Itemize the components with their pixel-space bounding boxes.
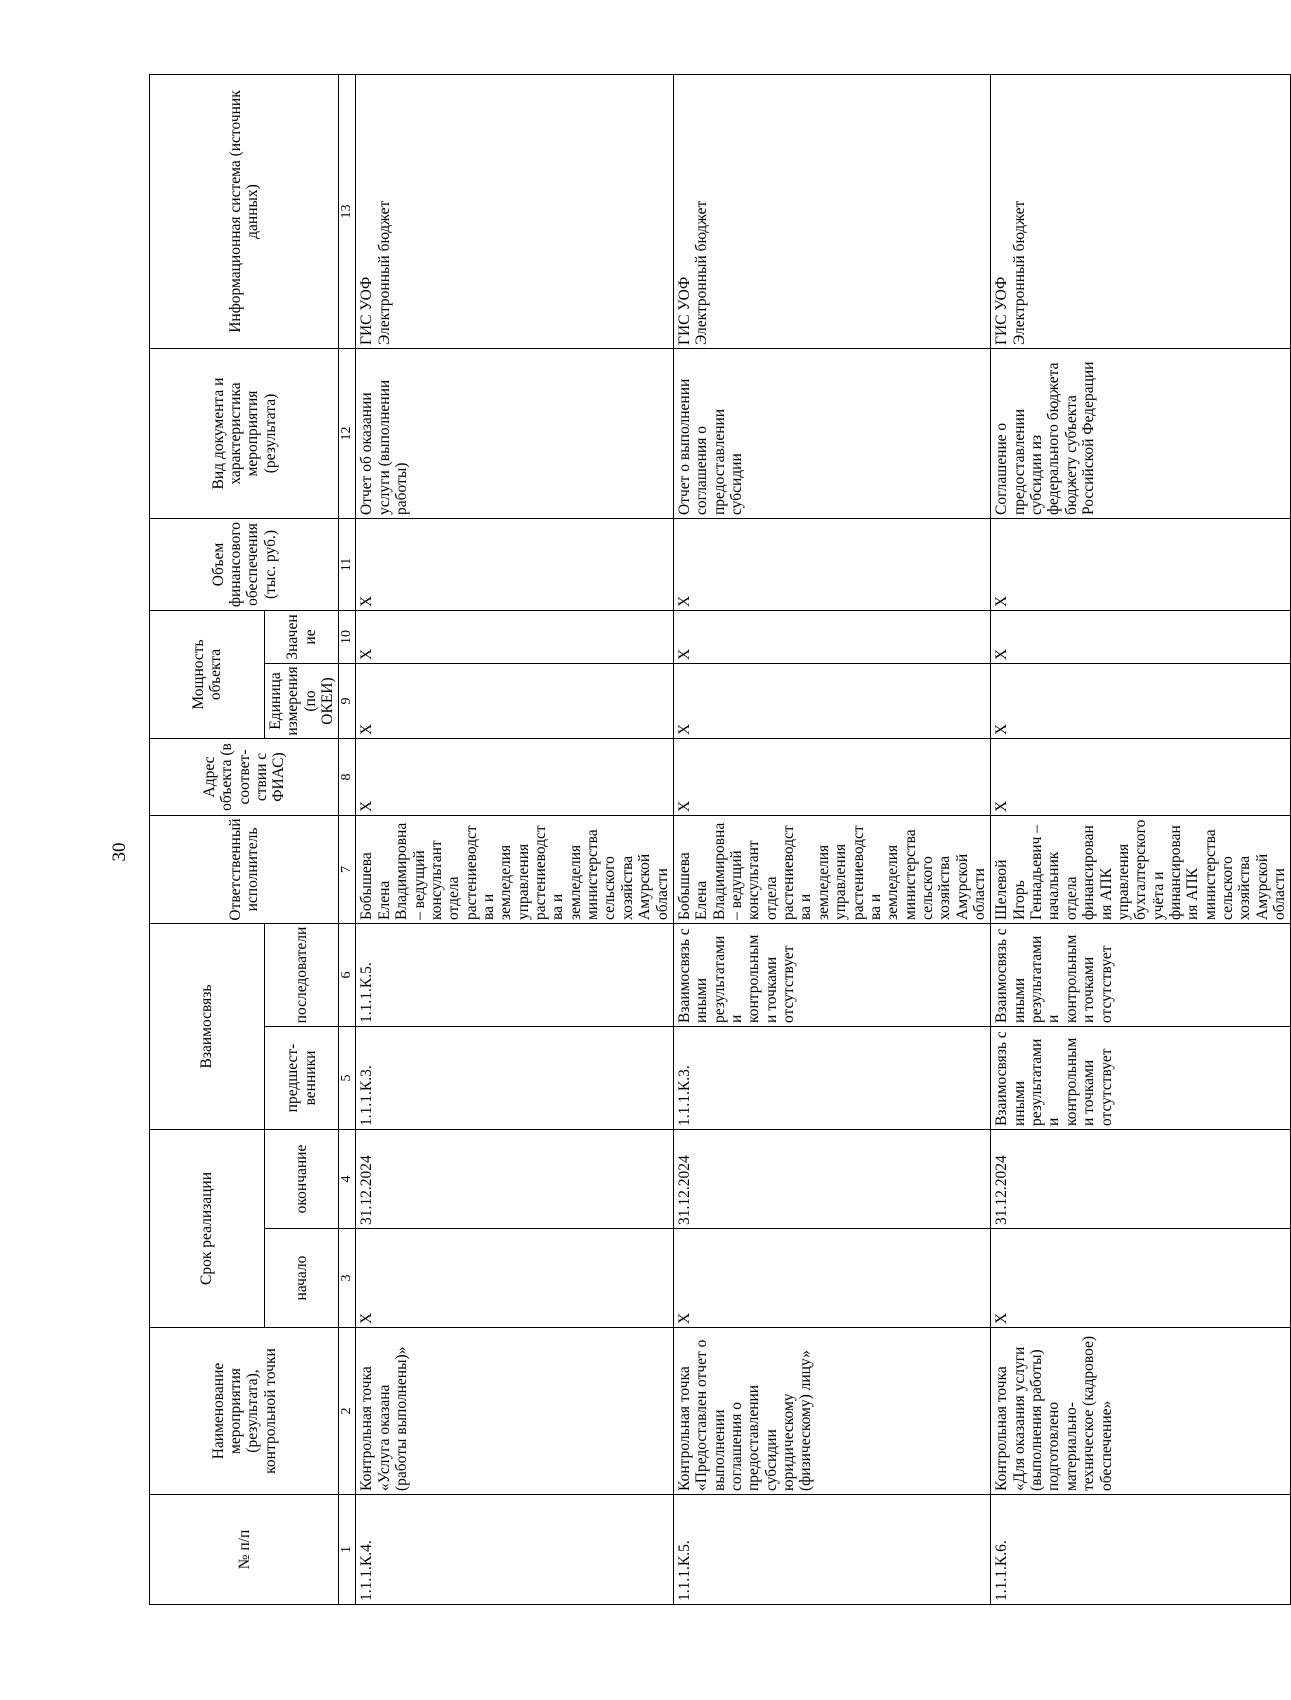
cell-predecessors: 1.1.1.К.3.	[673, 1027, 990, 1130]
header-name: Наименование мероприятия (результата), контрольной точки	[150, 1328, 339, 1495]
header-document: Вид документа и характеристика мероприятия (результата)	[150, 349, 339, 519]
cell-start: X	[673, 1229, 990, 1328]
column-number: 6	[339, 924, 356, 1027]
cell-responsible: Бобышева Елена Владимировна – ведущий консультант отдела растениеводства и земледелия управления растениеводства и земледелия министерства сельского хозяйства Амурской области	[356, 816, 673, 924]
header-power: Мощность объекта	[150, 611, 265, 739]
cell-info-system: ГИС УОФ Электронный бюджет	[673, 75, 990, 349]
cell-start: X	[356, 1229, 673, 1328]
table-row	[673, 75, 990, 1605]
page-number: 30	[109, 842, 130, 862]
column-number: 2	[339, 1328, 356, 1495]
cell-name: Контрольная точка «Для оказания услуги (выполнения работы) подготовлено материально-техническое (кадровое) обеспечение»	[991, 1328, 1291, 1495]
column-number: 8	[339, 739, 356, 816]
cell-address: X	[991, 739, 1291, 816]
header-term-start: начало	[265, 1229, 339, 1328]
rotated-table-container	[149, 75, 1289, 1605]
cell-predecessors: 1.1.1.К.3.	[356, 1027, 673, 1130]
cell-start: X	[991, 1229, 1291, 1328]
header-power-unit: Единица измерения (по ОКЕИ)	[265, 664, 339, 739]
cell-address: X	[673, 739, 990, 816]
header-link-predecessors: предшест-венники	[265, 1027, 339, 1130]
header-responsible: Ответственный исполнитель	[150, 816, 339, 924]
cell-power-value: X	[356, 611, 673, 664]
cell-document: Отчет об оказании услуги (выполнении работы)	[356, 349, 673, 519]
cell-financing: X	[991, 519, 1291, 611]
header-row-1	[150, 75, 265, 1605]
column-number: 7	[339, 816, 356, 924]
cell-document: Соглашение о предоставлении субсидии из федерального бюджета бюджету субъекта Российской Федерации	[991, 349, 1291, 519]
cell-name: Контрольная точка «Предоставлен отчет о выполнении соглашения о предоставлении субсидии юридическому (физическому) лицу»	[673, 1328, 990, 1495]
cell-power-value: X	[673, 611, 990, 664]
cell-power-unit: X	[991, 664, 1291, 739]
header-num: № п/п	[150, 1495, 339, 1605]
cell-address: X	[356, 739, 673, 816]
column-number: 3	[339, 1229, 356, 1328]
header-info-system: Информационная система (источник данных)	[150, 75, 339, 349]
header-link: Взаимосвязь	[150, 924, 265, 1130]
cell-responsible: Шелевой Игорь Геннадьевич – начальник отдела финансирования АПК управления бухгалтерского учёта и финансирования АПК министерства сельского хозяйства Амурской области	[991, 816, 1291, 924]
header-power-value: Значение	[265, 611, 339, 664]
cell-successors: Взаимосвязь с иными результатами и контрольными точками отсутствует	[673, 924, 990, 1027]
header-term: Срок реализации	[150, 1130, 265, 1328]
cell-end: 31.12.2024	[991, 1130, 1291, 1229]
table-row	[356, 75, 673, 1605]
cell-power-unit: X	[673, 664, 990, 739]
cell-document: Отчет о выполнении соглашения о предоставлении субсидии	[673, 349, 990, 519]
column-number: 4	[339, 1130, 356, 1229]
cell-info-system: ГИС УОФ Электронный бюджет	[991, 75, 1291, 349]
cell-financing: X	[356, 519, 673, 611]
column-number: 12	[339, 349, 356, 519]
column-number: 5	[339, 1027, 356, 1130]
cell-financing: X	[673, 519, 990, 611]
column-number: 11	[339, 519, 356, 611]
cell-predecessors: Взаимосвязь с иными результатами и контрольными точками отсутствует	[991, 1027, 1291, 1130]
table-row	[991, 75, 1291, 1605]
cell-power-value: X	[991, 611, 1291, 664]
cell-num: 1.1.1.К.6.	[991, 1495, 1291, 1605]
column-number: 9	[339, 664, 356, 739]
header-link-successors: последователи	[265, 924, 339, 1027]
cell-power-unit: X	[356, 664, 673, 739]
cell-info-system: ГИС УОФ Электронный бюджет	[356, 75, 673, 349]
column-number: 13	[339, 75, 356, 349]
header-term-end: окончание	[265, 1130, 339, 1229]
cell-end: 31.12.2024	[356, 1130, 673, 1229]
cell-name: Контрольная точка «Услуга оказана (работы выполнены)»	[356, 1328, 673, 1495]
cell-successors: Взаимосвязь с иными результатами и контрольными точками отсутствует	[991, 924, 1291, 1027]
header-address: Адрес объекта (в соответ-ствии с ФИАС)	[150, 739, 339, 816]
column-number-row	[339, 75, 356, 1605]
cell-end: 31.12.2024	[673, 1130, 990, 1229]
cell-successors: 1.1.1.К.5.	[356, 924, 673, 1027]
cell-num: 1.1.1.К.4.	[356, 1495, 673, 1605]
header-financing: Объем финансового обеспечения (тыс. руб.)	[150, 519, 339, 611]
cell-responsible: Бобышева Елена Владимировна – ведущий консультант отдела растениеводства и земледелия управления растениеводства и земледелия министерства сельского хозяйства Амурской области	[673, 816, 990, 924]
cell-num: 1.1.1.К.5.	[673, 1495, 990, 1605]
control-points-table	[149, 74, 1291, 1605]
column-number: 10	[339, 611, 356, 664]
column-number: 1	[339, 1495, 356, 1605]
